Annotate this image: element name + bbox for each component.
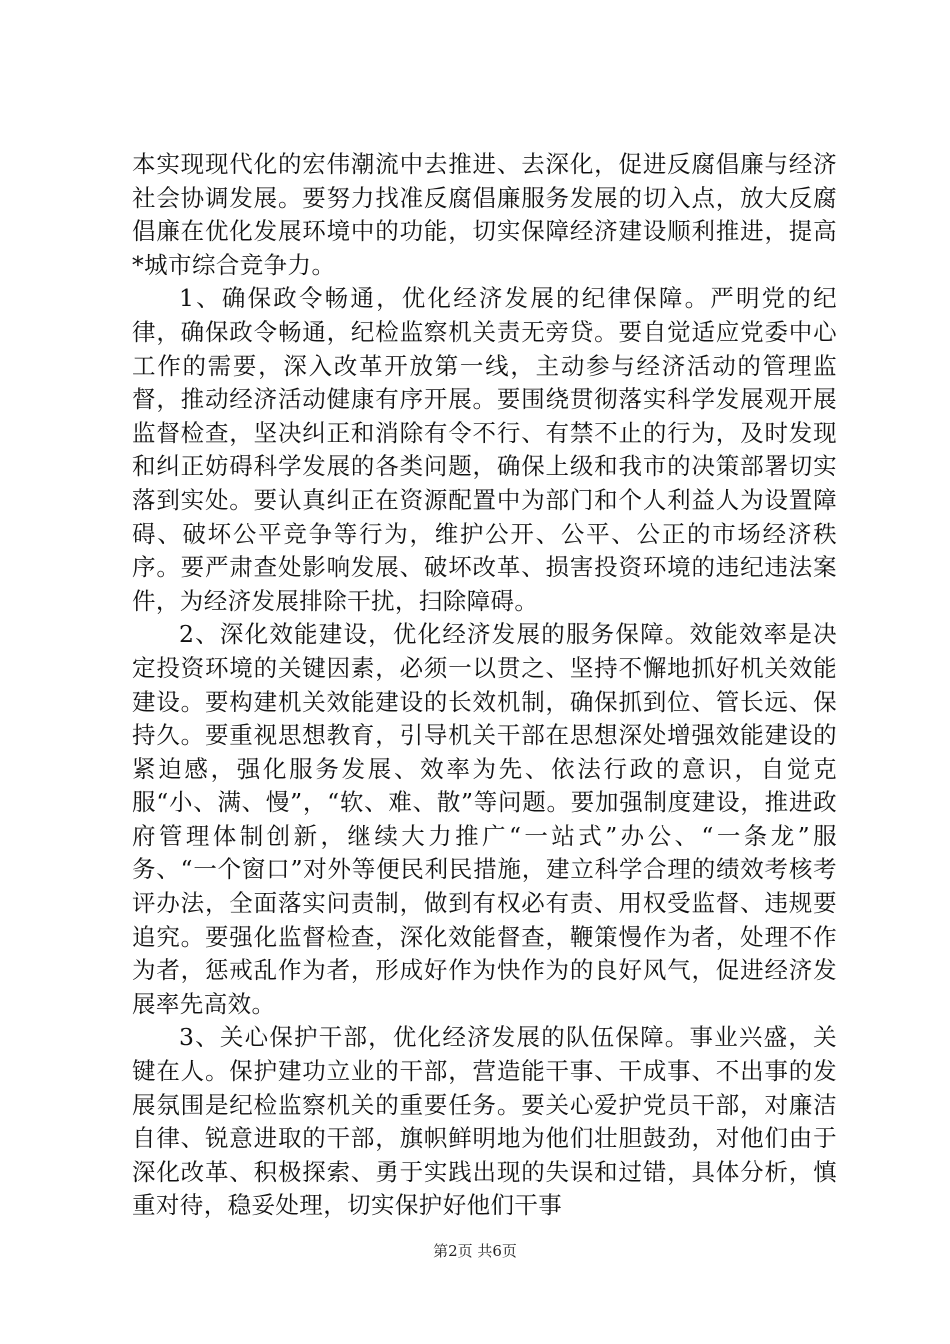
document-body bbox=[132, 148, 837, 1223]
paragraph-discipline-guarantee: 1、确保政令畅通，优化经济发展的纪律保障。严明党的纪律，确保政令畅通，纪检监察机关责无旁贷。要自觉适应党委中心工作的需要，深入改革开放第一线，主动参与经济活动的管理监督，推动经济活动健康有序开展。要围绕贯彻落实科学发展观开展监督检查，坚决纠正和消除有令不行、有禁不止的行为，及时发现和纠正妨碍科学发展的各类问题，确保上级和我市的决策部署切实落到实处。要认真纠正在资源配置中为部门和个人利益人为设置障碍、破坏公平竞争等行为，维护公开、公平、公正的市场经济秩序。要严肃查处影响发展、破坏改革、损害投资环境的违纪违法案件，为经济发展排除干扰，扫除障碍。 bbox=[132, 284, 837, 615]
paragraph-cadre-guarantee: 3、关心保护干部，优化经济发展的队伍保障。事业兴盛，关键在人。保护建功立业的干部，营造能干事、干成事、不出事的发展氛围是纪检监察机关的重要任务。要关心爱护党员干部，对廉洁自律、锐意进取的干部，旗帜鲜明地为他们壮胆鼓劲，对他们由于深化改革、积极探索、勇于实践出现的失误和过错，具体分析，慎重对待，稳妥处理，切实保护好他们干事 bbox=[132, 1023, 837, 1220]
paragraph-continuation: 本实现现代化的宏伟潮流中去推进、去深化，促进反腐倡廉与经济社会协调发展。要努力找准反腐倡廉服务发展的切入点，放大反腐倡廉在优化发展环境中的功能，切实保障经济建设顺利推进，提高*城市综合竞争力。 bbox=[132, 150, 837, 279]
paragraph-efficiency-guarantee: 2、深化效能建设，优化经济发展的服务保障。效能效率是决定投资环境的关键因素，必须一以贯之、坚持不懈地抓好机关效能建设。要构建机关效能建设的长效机制，确保抓到位、管长远、保持久。要重视思想教育，引导机关干部在思想深处增强效能建设的紧迫感，强化服务发展、效率为先、依法行政的意识，自觉克服“小、满、慢”，“软、难、散”等问题。要加强制度建设，推进政府管理体制创新，继续大力推广“一站式”办公、“一条龙”服务、“一个窗口”对外等便民利民措施，建立科学合理的绩效考核考评办法，全面落实问责制，做到有权必有责、用权受监督、违规要追究。要强化监督检查，深化效能督查，鞭策慢作为者，处理不作为者，惩戒乱作为者，形成好作为快作为的良好风气，促进经济发展率先高效。 bbox=[132, 620, 837, 1018]
page-footer: 第2页 共6页 bbox=[433, 1242, 517, 1260]
